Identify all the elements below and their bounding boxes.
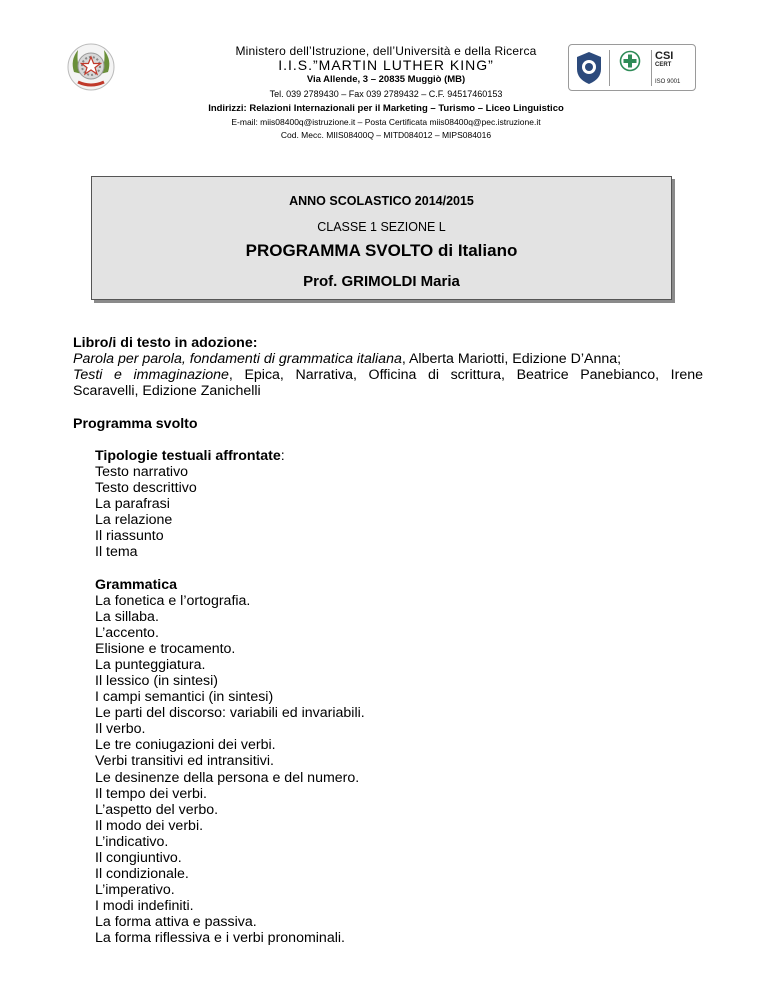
list-item: Il lessico (in sintesi) bbox=[95, 673, 218, 690]
list-item: Testo narrativo bbox=[95, 464, 189, 480]
grammar-section bbox=[95, 577, 365, 946]
cert-label: CERT bbox=[655, 62, 672, 68]
school-codes: Cod. Mecc. MIIS08400Q – MITD084012 – MIPS084016 bbox=[280, 130, 492, 141]
list-item: L’accento. bbox=[95, 625, 159, 642]
list-item: Testo descrittivo bbox=[95, 480, 197, 496]
textbooks-section bbox=[73, 335, 703, 399]
grammar-heading: Grammatica bbox=[95, 577, 178, 593]
list-item: Il congiuntivo. bbox=[95, 849, 182, 866]
list-item: Il tema bbox=[95, 544, 138, 560]
text-types-section bbox=[95, 448, 285, 560]
school-name: I.I.S.”MARTIN LUTHER KING” bbox=[278, 57, 494, 74]
list-item: La forma riflessiva e i verbi pronominali. bbox=[95, 929, 345, 946]
iso-label: ISO 9001 bbox=[655, 79, 681, 85]
textbook-2-details: , Epica, Narrativa, Officina di scrittura, Beatrice Panebianco, Irene bbox=[228, 367, 703, 383]
textbook-1 bbox=[73, 351, 703, 367]
certification-badge bbox=[568, 44, 696, 91]
text-types-title: Tipologie testuali affrontate bbox=[95, 448, 281, 464]
teacher-name: Prof. GRIMOLDI Maria bbox=[303, 273, 460, 290]
textbook-2-continued: Scaravelli, Edizione Zanichelli bbox=[73, 383, 261, 399]
list-item: La forma attiva e passiva. bbox=[95, 913, 257, 930]
text-types-colon: : bbox=[280, 448, 285, 464]
list-item: Le parti del discorso: variabili ed invariabili. bbox=[95, 705, 365, 722]
school-contacts: Tel. 039 2789430 – Fax 039 2789432 – C.F. 94517460153 bbox=[269, 88, 503, 99]
text-types-list bbox=[95, 464, 285, 560]
cross-logo-icon bbox=[619, 50, 641, 72]
list-item: L’aspetto del verbo. bbox=[95, 801, 219, 818]
list-item: Il tempo dei verbi. bbox=[95, 785, 207, 802]
class-section: CLASSE 1 SEZIONE L bbox=[317, 220, 446, 234]
school-letterhead bbox=[150, 44, 622, 140]
list-item: Il modo dei verbi. bbox=[95, 817, 204, 834]
title-box bbox=[91, 176, 672, 300]
school-year: ANNO SCOLASTICO 2014/2015 bbox=[289, 194, 474, 208]
list-item: Il verbo. bbox=[95, 721, 146, 738]
program-heading: Programma svolto bbox=[73, 416, 198, 432]
list-item: L’imperativo. bbox=[95, 881, 175, 898]
badge-divider bbox=[609, 50, 610, 86]
seal-logo-icon bbox=[575, 51, 603, 85]
text-types-heading bbox=[95, 448, 285, 464]
textbooks-heading: Libro/i di testo in adozione: bbox=[73, 335, 258, 351]
list-item: I campi semantici (in sintesi) bbox=[95, 689, 274, 706]
school-indirizzi: Indirizzi: Relazioni Internazionali per il Marketing – Turismo – Liceo Linguistico bbox=[208, 102, 564, 114]
list-item: Il condizionale. bbox=[95, 865, 189, 882]
list-item: Elisione e trocamento. bbox=[95, 641, 236, 658]
ministry-line: Ministero dell’Istruzione, dell’Università e della Ricerca bbox=[235, 44, 537, 58]
list-item: La fonetica e l’ortografia. bbox=[95, 593, 251, 609]
list-item: Le desinenze della persona e del numero. bbox=[95, 769, 360, 786]
republic-emblem-icon bbox=[66, 42, 116, 92]
textbook-1-details: , Alberta Mariotti, Edizione D’Anna; bbox=[401, 351, 622, 367]
list-item: Verbi transitivi ed intransitivi. bbox=[95, 753, 274, 770]
textbook-2 bbox=[73, 367, 703, 383]
list-item: Le tre coniugazioni dei verbi. bbox=[95, 737, 276, 754]
list-item: I modi indefiniti. bbox=[95, 897, 194, 914]
list-item: La sillaba. bbox=[95, 609, 159, 626]
list-item: La parafrasi bbox=[95, 496, 170, 512]
program-title: PROGRAMMA SVOLTO di Italiano bbox=[245, 241, 518, 260]
textbook-2-title: Testi e immaginazione bbox=[73, 367, 229, 383]
grammar-list bbox=[95, 593, 365, 946]
school-address: Via Allende, 3 – 20835 Muggiò (MB) bbox=[306, 74, 466, 86]
school-email: E-mail: miis08400q@istruzione.it – Posta Certificata miis08400q@pec.istruzione.it bbox=[231, 116, 541, 127]
badge-divider bbox=[651, 50, 652, 86]
list-item: L’indicativo. bbox=[95, 833, 169, 850]
list-item: La punteggiatura. bbox=[95, 657, 206, 674]
textbook-1-title: Parola per parola, fondamenti di grammatica italiana bbox=[73, 351, 402, 367]
list-item: La relazione bbox=[95, 512, 173, 528]
list-item: Il riassunto bbox=[95, 528, 164, 544]
csi-label: CSI bbox=[655, 50, 674, 62]
